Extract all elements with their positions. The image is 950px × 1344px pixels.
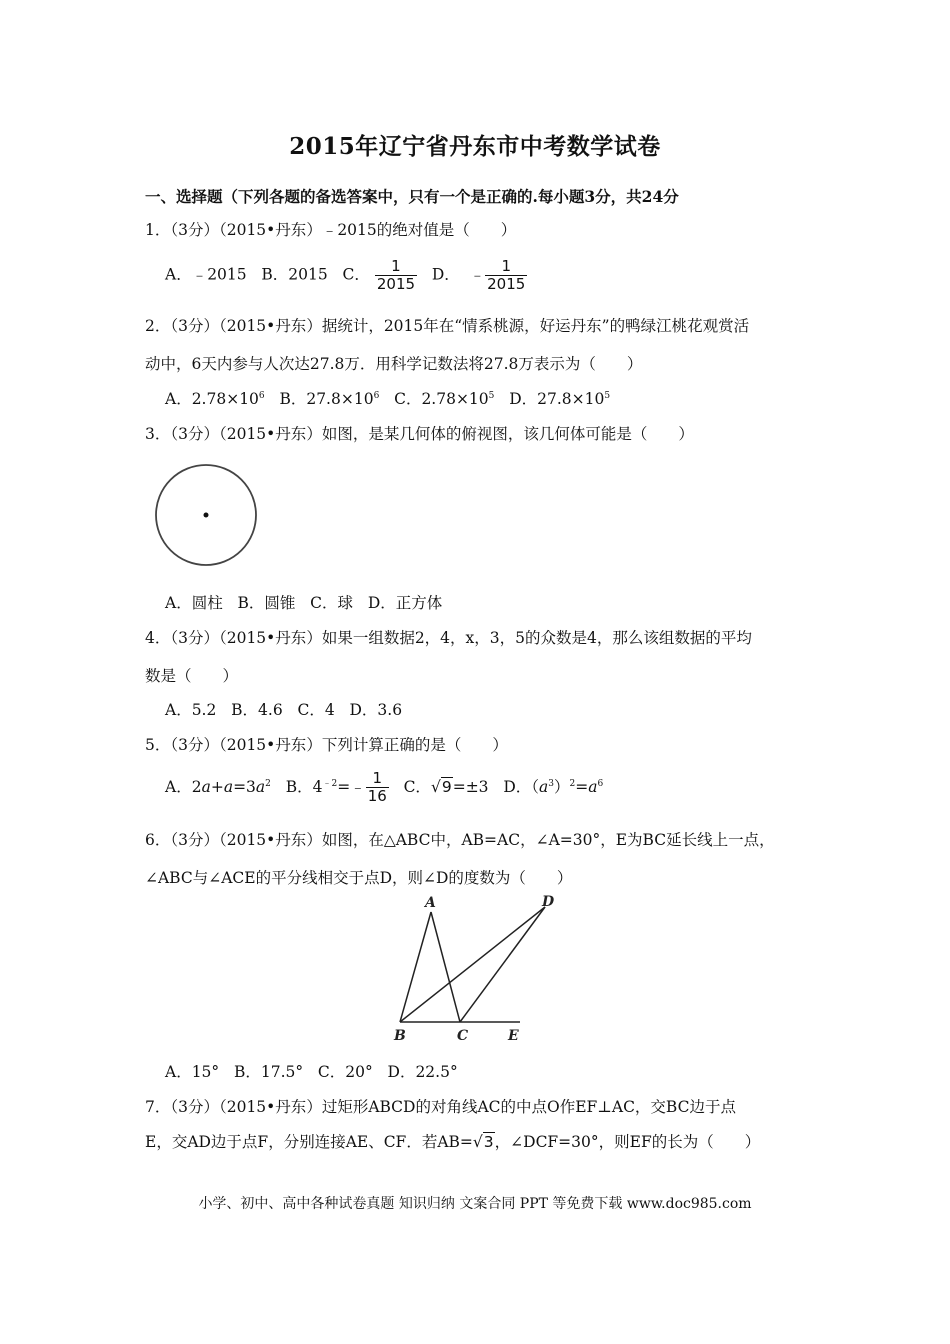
q2-option-d: D．27.8×10	[509, 390, 605, 408]
q5-option-c: C．√9=±3	[403, 777, 489, 796]
q1-option-c: C．	[342, 265, 370, 284]
q5-option-d: D．$(a^3)^2=a^6$	[503, 777, 604, 796]
q6-option-a: A．15°	[165, 1063, 220, 1081]
label-e: E	[508, 1028, 519, 1044]
label-a: A	[425, 895, 436, 911]
page-title: 2015年辽宁省丹东市中考数学试卷	[289, 133, 661, 160]
q4-option-d: D．3.6	[349, 701, 403, 719]
q1-option-b: B．2015	[261, 265, 328, 284]
q6-option-b: B．17.5°	[233, 1063, 304, 1081]
q3-option-b: B．圆锥	[237, 594, 296, 612]
q6-option-c: C．20°	[317, 1063, 373, 1081]
segment-ac	[431, 912, 460, 1022]
question-5-stem: 5．（3分）（2015•丹东）下列计算正确的是（ ）	[145, 736, 508, 754]
q2-option-b: B．27.8×10	[279, 390, 374, 408]
sqrt-symbol: √3	[472, 1133, 494, 1151]
q2-option-a: A．2.78×10	[165, 390, 259, 408]
q3-option-c: C．球	[310, 594, 354, 612]
center-dot	[204, 513, 209, 518]
question-1-stem: 1．（3分）（2015•丹东）﹣2015的绝对值是（ ）	[145, 221, 517, 239]
q5-option-b: B．$4^{﹣2}=﹣$ $\frac{1}{16}$	[285, 769, 387, 805]
sqrt-symbol: √9	[430, 777, 452, 796]
q3-option-d: D．正方体	[367, 594, 443, 612]
label-d: D	[542, 894, 555, 910]
q3-circle-figure	[150, 460, 262, 570]
segment-ab	[400, 912, 431, 1022]
q1-option-d-sign: ﹣	[469, 265, 486, 284]
q4-option-c: C．4	[297, 701, 335, 719]
question-4-options	[165, 698, 402, 720]
question-5-options	[165, 770, 603, 805]
question-2-line-1: 2．（3分）（2015•丹东）据统计，2015年在“情系桃源，好运丹东”的鸭绿江桃花观赏活	[145, 317, 750, 335]
q4-option-b: B．4.6	[231, 701, 283, 719]
question-6-line-1: 6．（3分）（2015•丹东）如图，在△ABC中，AB=AC，∠A=30°，E为BC延长线上一点，	[145, 831, 775, 849]
question-4-line-2: 数是（ ）	[145, 667, 239, 685]
q6-triangle-figure	[385, 890, 555, 1045]
label-c: C	[457, 1028, 469, 1044]
q5-option-a: A．$2a+a=3a^2$	[165, 777, 271, 796]
q6-option-d: D．22.5°	[387, 1063, 458, 1081]
question-3-options	[165, 591, 442, 613]
q1-option-a: A．﹣2015	[165, 265, 247, 284]
q5-option-b-fraction: $\frac{1}{16}$	[367, 769, 387, 805]
question-7-line-2: E，交AD边于点F，分别连接AE、CF．若AB=√3，∠DCF=30°，则EF的长为（ ）	[145, 1133, 761, 1151]
q1-option-d: D．	[431, 265, 460, 284]
q4-option-a: A．5.2	[165, 701, 217, 719]
q3-option-a: A．圆柱	[165, 594, 223, 612]
question-3-stem: 3．（3分）（2015•丹东）如图，是某几何体的俯视图，该几何体可能是（ ）	[145, 425, 694, 443]
section-heading: 一、选择题（下列各题的备选答案中，只有一个是正确的.每小题3分，共24分	[145, 187, 679, 206]
label-b: B	[394, 1028, 406, 1044]
q1-option-d-fraction: $\frac{1}{2015}$	[487, 257, 526, 293]
q1-option-c-fraction: $\frac{1}{2015}$	[376, 257, 416, 293]
question-1-options	[165, 258, 527, 293]
q2-option-c: C．2.78×10	[394, 390, 489, 408]
question-2-line-2: 动中，6天内参与人次达27.8万．用科学记数法将27.8万表示为（ ）	[145, 355, 643, 373]
question-6-line-2: ∠ABC与∠ACE的平分线相交于点D，则∠D的度数为（ ）	[145, 869, 573, 887]
page-footer: 小学、初中、高中各种试卷真题 知识归纳 文案合同 PPT 等免费下载 www.doc985.com	[198, 1196, 752, 1212]
question-7-line-1: 7．（3分）（2015•丹东）过矩形ABCD的对角线AC的中点O作EF⊥AC，交BC边于点	[145, 1098, 736, 1116]
question-6-options	[165, 1060, 458, 1082]
question-2-options: A．$2.78\times 10^6$ B．$27.8\times 10^6$ C．$2.78\times 10^5$ D．$27.8\times 10^5$	[165, 390, 611, 408]
question-4-line-1: 4．（3分）（2015•丹东）如果一组数据2，4，x，3，5的众数是4，那么该组数据的平均	[145, 629, 752, 647]
